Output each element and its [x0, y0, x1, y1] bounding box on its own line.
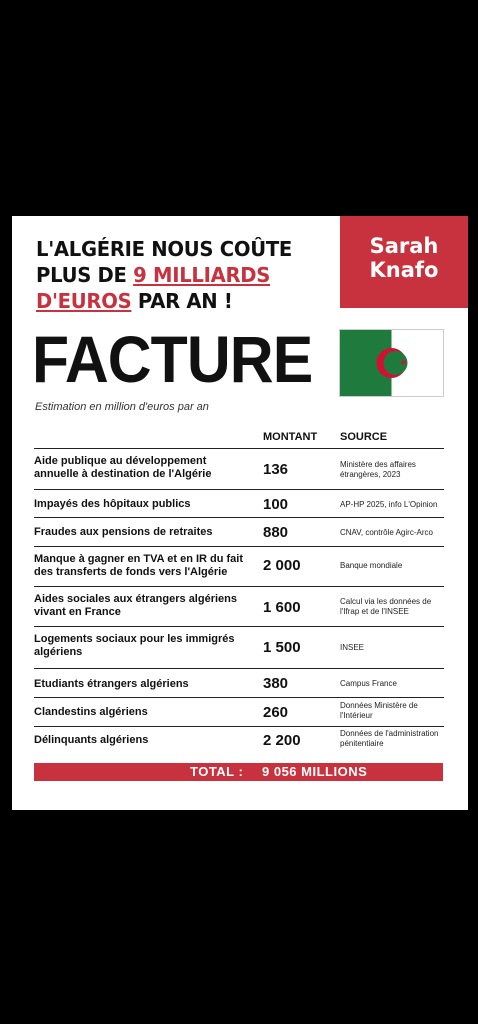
row-amount: 100 [263, 496, 289, 513]
row-amount: 2 200 [263, 732, 301, 749]
row-label: Impayés des hôpitaux publics [34, 498, 191, 510]
table-row [34, 586, 444, 627]
row-source: Ministère des affaires étrangères, 2023 [340, 460, 416, 479]
column-header-source: SOURCE [340, 431, 388, 443]
row-amount: 2 000 [263, 557, 301, 574]
table-row [34, 626, 444, 668]
row-label: Clandestins algériens [34, 706, 148, 718]
table-row [34, 448, 444, 489]
subtitle: Estimation en million d'euros par an [35, 401, 209, 413]
row-label: Fraudes aux pensions de retraites [34, 526, 213, 538]
row-amount: 260 [263, 704, 289, 721]
table-row [34, 668, 444, 697]
row-source: Calcul via les données de l'Ifrap et de l'INSEE [340, 597, 432, 616]
headline-part2: PAR AN ! [131, 289, 233, 313]
row-source: Données de l'administration pénitentiaire [340, 729, 439, 748]
row-amount: 136 [263, 461, 289, 478]
total-bar [34, 763, 443, 781]
row-amount: 380 [263, 675, 289, 692]
row-amount: 880 [263, 524, 289, 541]
row-amount: 1 600 [263, 599, 301, 616]
table-row [34, 546, 444, 586]
row-label: Manque à gagner en TVA et en IR du fait des transferts de fonds vers l'Algérie [34, 553, 244, 578]
row-source: CNAV, contrôle Agirc-Arco [340, 528, 433, 537]
row-label: Délinquants algériens [34, 734, 149, 746]
table-row [34, 726, 444, 757]
row-source: Données Ministère de l'Intérieur [340, 701, 418, 720]
headline [36, 236, 320, 314]
headline-highlight: 9 MILLIARDS D'EUROS [36, 263, 271, 313]
headline-part1: L'ALGÉRIE NOUS COÛTE PLUS DE [36, 237, 292, 287]
row-source: AP-HP 2025, info L'Opinion [340, 500, 438, 509]
table-row [34, 517, 444, 547]
row-source: Banque mondiale [340, 561, 403, 570]
brand-logo [340, 216, 468, 308]
row-label: Aide publique au développement annuelle à destination de l'Algérie [34, 455, 212, 480]
table-row [34, 489, 444, 518]
row-label: Etudiants étrangers algériens [34, 678, 189, 690]
row-label: Aides sociales aux étrangers algériens vivant en France [34, 593, 237, 618]
row-source: INSEE [340, 643, 365, 652]
row-label: Logements sociaux pour les immigrés algériens [34, 633, 235, 658]
table-row [34, 697, 444, 726]
brand-first-name: Sarah [369, 234, 439, 258]
algeria-flag-icon [340, 330, 443, 396]
row-source: Campus France [340, 679, 397, 688]
page-title: FACTURE [32, 322, 313, 396]
column-header-amount: MONTANT [263, 431, 318, 443]
row-amount: 1 500 [263, 639, 301, 656]
brand-last-name: Knafo [369, 258, 439, 282]
total-label: TOTAL : [190, 764, 244, 779]
total-value: 9 056 MILLIONS [262, 764, 368, 779]
